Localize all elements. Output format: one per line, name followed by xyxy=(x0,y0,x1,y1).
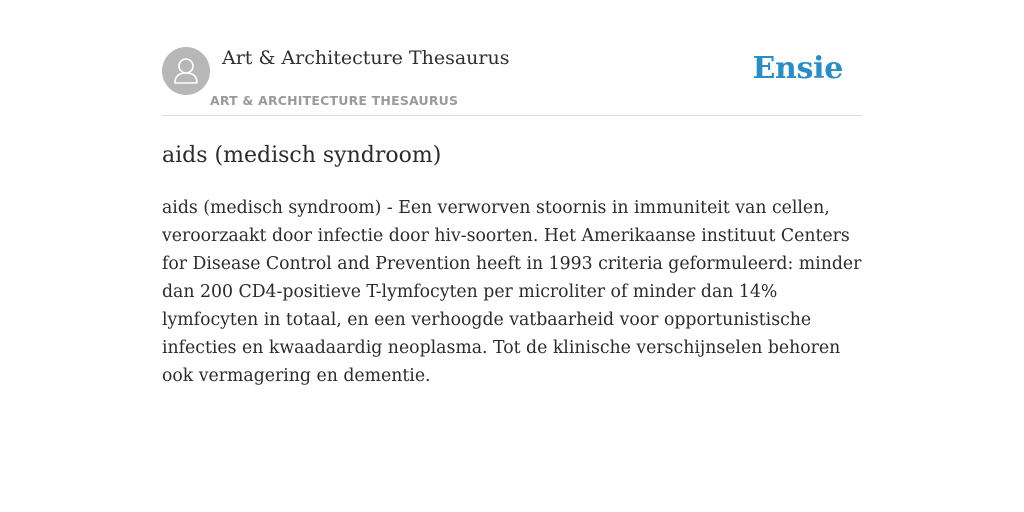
entry-header xyxy=(162,46,862,116)
source-label: ART & ARCHITECTURE THESAURUS xyxy=(210,93,459,108)
entry-definition: aids (medisch syndroom) - Een verworven stoornis in immuniteit van cellen, veroorzaakt door infectie door hiv-soorten. Het Amerikaanse instituut Centers for Disease Control and Prevention heeft in 1993 criteria geformuleerd: minder dan 200 CD4-positieve T-lymfocyten per microliter of minder dan 14% lymfocyten in totaal, en een verhoogde vatbaarheid voor opportunistische infecties en kwaadaardig neoplasma. Tot de klinische verschijnselen behoren ook vermagering en dementie. xyxy=(162,198,862,386)
user-silhouette-icon[interactable] xyxy=(162,47,210,95)
entry-title: aids (medisch syndroom) xyxy=(162,143,442,168)
ensie-logo[interactable]: Ensie xyxy=(752,51,843,86)
source-name-link[interactable]: Art & Architecture Thesaurus xyxy=(222,47,510,69)
entry-card xyxy=(162,46,862,390)
